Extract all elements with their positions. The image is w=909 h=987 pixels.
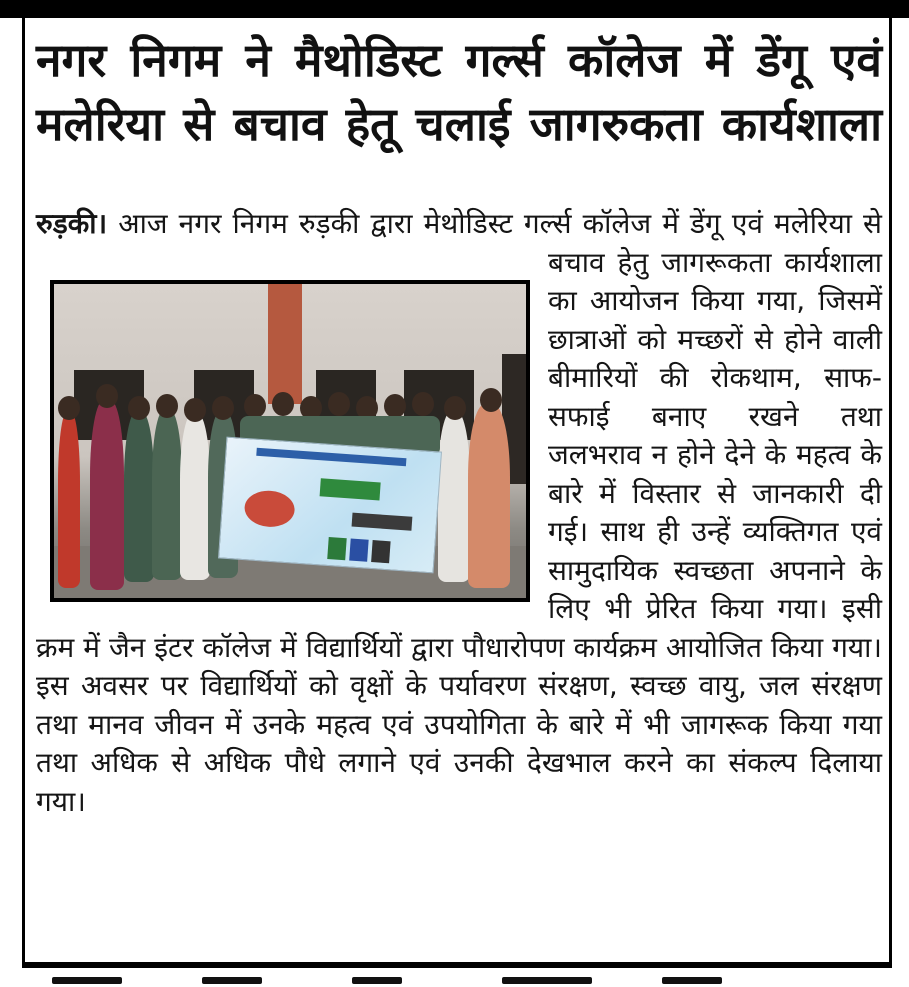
- right-column-rule: [889, 18, 892, 968]
- photo-head: [444, 396, 466, 420]
- left-column-rule: [22, 18, 25, 968]
- cropped-text-mark: [502, 977, 592, 984]
- article-body: [36, 205, 882, 821]
- headline-line-1: नगर निगम ने मैथोडिस्ट गर्ल्स कॉलेज में डेंगू एवं: [36, 33, 882, 87]
- photo-head: [272, 392, 294, 416]
- photo-head: [384, 394, 406, 418]
- cropped-text-mark: [52, 977, 122, 984]
- photo-person: [180, 414, 210, 580]
- photo-head: [412, 392, 434, 416]
- photo-head: [156, 394, 178, 418]
- photo-head: [128, 396, 150, 420]
- photo-person: [438, 412, 470, 582]
- body-intro: आज नगर निगम रुड़की द्वारा मेथोडिस्ट गर्ल्स कॉलेज में डेंगू एवं मलेरिया से बचाव हेतु जागरूकता कार्यशाला: [107, 207, 882, 279]
- news-photo: [50, 280, 530, 602]
- photo-person: [90, 400, 124, 590]
- photo-head: [212, 396, 234, 420]
- cropped-text-mark: [202, 977, 262, 984]
- photo-head: [480, 388, 502, 412]
- photo-head: [58, 396, 80, 420]
- photo-head: [244, 394, 266, 418]
- photo-person: [58, 412, 80, 588]
- photo-head: [328, 392, 350, 416]
- photo-awareness-banner: [218, 436, 442, 573]
- cropped-text-mark: [662, 977, 722, 984]
- photo-person: [124, 412, 154, 582]
- photo-head: [96, 384, 118, 408]
- photo-pillar: [268, 284, 302, 404]
- article-header: [36, 28, 882, 156]
- headline: [36, 28, 882, 156]
- top-border-bar: [0, 0, 909, 18]
- photo-head: [184, 398, 206, 422]
- headline-line-2: मलेरिया से बचाव हेतू चलाई जागरुकता कार्यशाला: [36, 97, 882, 151]
- photo-person: [152, 410, 182, 580]
- dateline: रुड़की।: [36, 207, 108, 240]
- cropped-text-mark: [352, 977, 402, 984]
- photo-person: [468, 404, 510, 588]
- next-article-strip: [22, 968, 892, 987]
- body-continued: का आयोजन किया गया, जिसमें छात्राओं को मच्छरों से होने वाली बीमारियों की रोकथाम, साफ-सफाई बनाए रखने तथा जलभराव न होने देने के महत्व के बारे में विस्तार से जानकारी दी गई। साथ ही उन्हें व्यक्तिगत एवं सामुदायिक स्वच्छता अपनाने के लिए भी प्रेरित किया गया। इसी क्रम में जैन इंटर कॉलेज में विद्यार्थियों द्वारा पौधारोपण कार्यक्रम आयोजित किया गया। इस अवसर पर विद्यार्थियों को वृक्षों के पर्यावरण संरक्षण, स्वच्छ वायु, जल संरक्षण तथा मानव जीवन में उनके महत्व एवं उपयोगिता के बारे में भी जागरूक किया गया तथा अधिक से अधिक पौधे लगाने एवं उनकी देखभाल करने का संकल्प दिलाया गया।: [36, 284, 882, 818]
